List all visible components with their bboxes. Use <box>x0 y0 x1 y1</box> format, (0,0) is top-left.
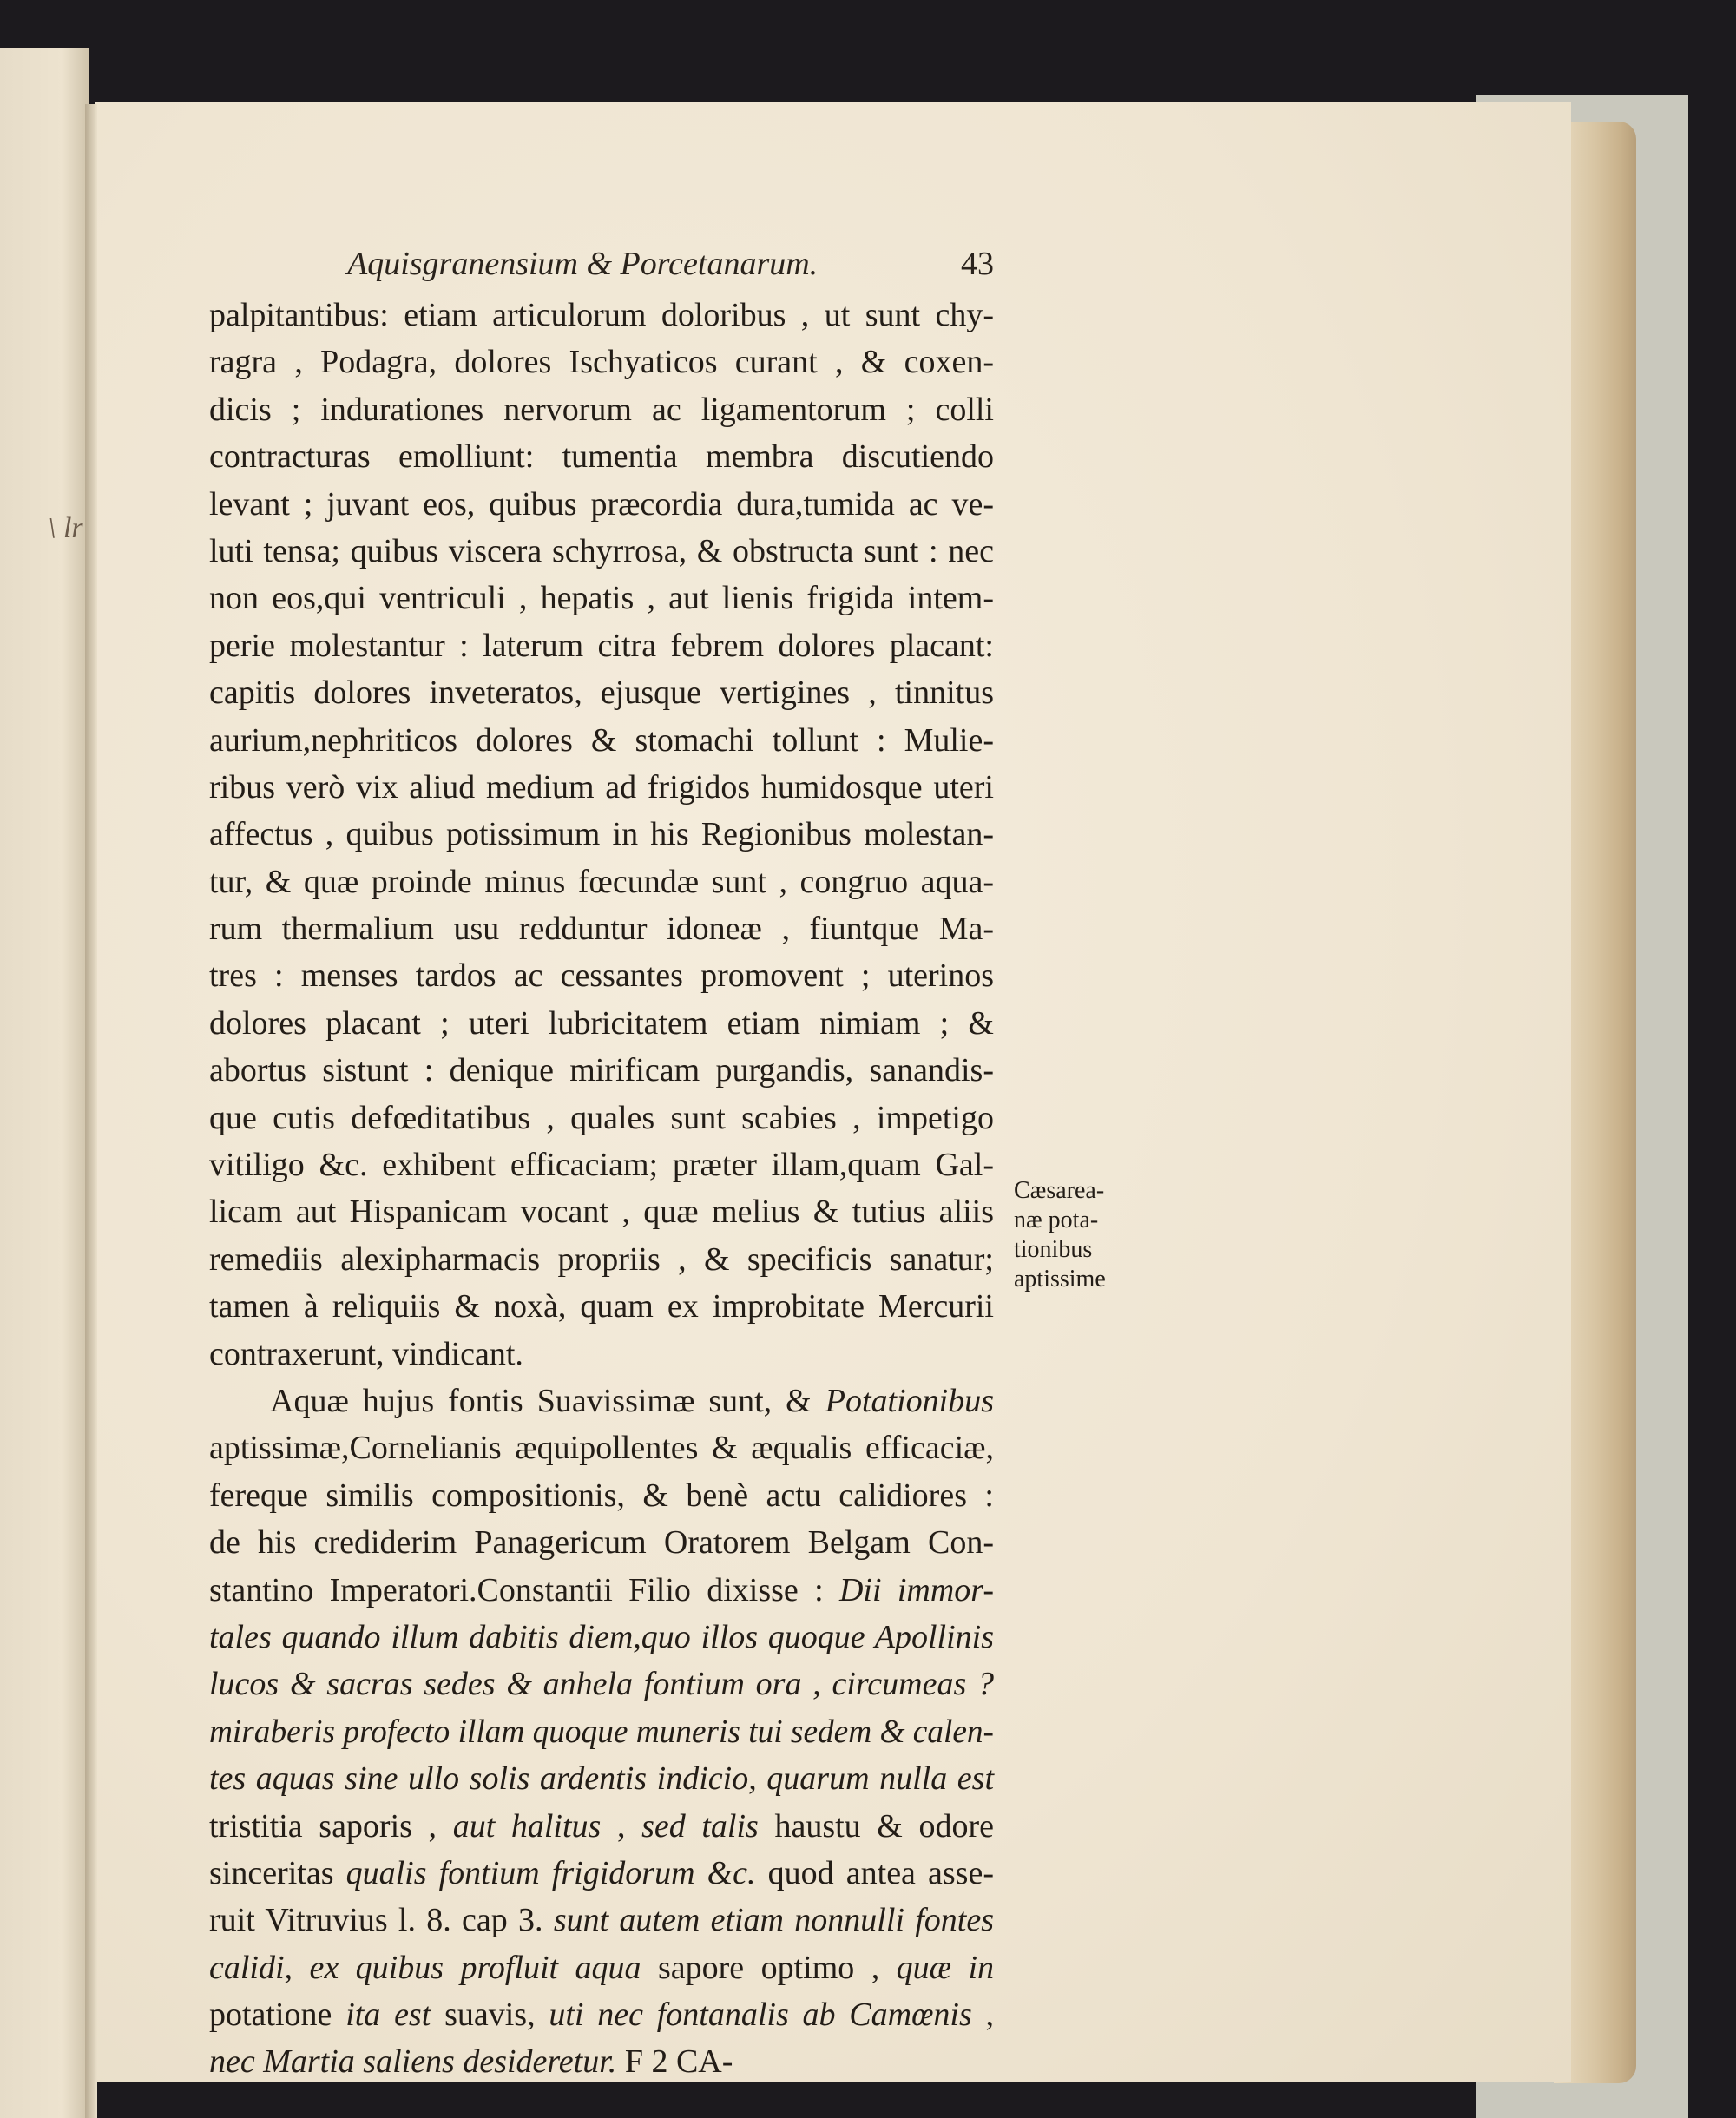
margin-note-line: Cæsarea- <box>1014 1177 1105 1204</box>
gutter <box>85 104 97 2118</box>
text-line-content <box>209 764 994 811</box>
text-segment: potatione <box>209 1996 346 2034</box>
text-line-content <box>209 386 994 433</box>
italic-text-segment: uti nec fontanalis ab Camœnis <box>549 1996 972 2034</box>
text-line <box>209 1708 994 1755</box>
text-line-content <box>209 622 994 669</box>
text-line-content <box>209 1614 994 1661</box>
italic-text-segment: ita est <box>345 1996 431 2034</box>
text-line-content <box>209 1472 994 1519</box>
text-segment: dolores placant ; uteri lubricitatem etiam nimiam ; & <box>209 1004 994 1042</box>
text-segment: tristitia saporis , <box>209 1807 453 1845</box>
text-segment: aurium,nephriticos dolores & stomachi tollunt : Mulie- <box>209 721 994 759</box>
text-line-content <box>209 669 994 716</box>
italic-text-segment: sed talis <box>641 1807 759 1845</box>
italic-text-segment: nec Martia saliens desideretur. <box>209 2043 617 2081</box>
body-text <box>209 292 994 2086</box>
text-line-content <box>209 1897 994 1944</box>
text-line <box>209 1472 994 1519</box>
text-line-content <box>270 1378 994 1424</box>
margin-note-line: næ pota- <box>1014 1207 1099 1233</box>
text-segment: suavis, <box>431 1996 549 2034</box>
text-line-content <box>209 339 994 385</box>
text-line-content <box>209 1567 994 1614</box>
text-segment: sinceritas <box>209 1854 346 1891</box>
text-line-content <box>209 1424 994 1471</box>
text-segment: licam aut Hispanicam vocant , quæ melius & tutius aliis <box>209 1194 994 1231</box>
text-segment: de his crediderim Panagericum Oratorem Belgam Con- <box>209 1524 994 1562</box>
text-line <box>209 339 994 385</box>
text-segment: tres : menses tardos ac cessantes promovent ; uterinos <box>209 957 994 995</box>
margin-note <box>1014 1176 1127 1294</box>
italic-text-segment: quæ in <box>896 1949 995 1986</box>
text-line-content <box>209 1188 994 1235</box>
text-line-content <box>209 1944 994 1991</box>
text-line <box>209 386 994 433</box>
text-line <box>209 2038 994 2085</box>
text-segment: fereque similis compositionis, & benè actu calidiores : <box>209 1477 994 1514</box>
text-line <box>209 1897 994 1944</box>
italic-text-segment: calidi, ex quibus profluit aqua <box>209 1949 641 1986</box>
text-line <box>209 1519 994 1566</box>
italic-text-segment: qualis fontium frigidorum &c. <box>345 1854 756 1891</box>
text-line <box>209 905 994 952</box>
text-line-content <box>209 433 994 480</box>
text-line-content <box>209 858 994 905</box>
text-line-content <box>209 1095 994 1141</box>
text-line-content <box>209 292 994 339</box>
text-line-content <box>209 2038 733 2085</box>
text-line <box>209 481 994 528</box>
text-line-content <box>209 811 994 858</box>
margin-note-line: aptissime <box>1014 1266 1106 1293</box>
text-segment: ruit Vitruvius l. 8. cap 3. <box>209 1902 554 1939</box>
text-line <box>209 433 994 480</box>
text-line <box>209 952 994 999</box>
italic-text-segment: tes aquas sine ullo solis ardentis indicio, quarum nulla est <box>209 1760 994 1798</box>
text-line-content <box>209 1755 994 1802</box>
text-line <box>209 764 994 811</box>
text-line-content <box>209 905 994 952</box>
text-line <box>209 811 994 858</box>
text-segment: luti tensa; quibus viscera schyrrosa, & obstructa sunt : nec <box>209 532 994 569</box>
text-line-content <box>209 1331 523 1378</box>
text-line <box>209 292 994 339</box>
text-line-content <box>209 575 994 622</box>
margin-note-line: tionibus <box>1014 1236 1093 1263</box>
text-segment: aptissimæ,Cornelianis æquipollentes & æqualis efficaciæ, <box>209 1430 994 1467</box>
italic-text-segment: sunt autem etiam nonnulli fontes <box>553 1902 994 1939</box>
text-line <box>209 1661 994 1707</box>
text-line-content <box>209 1000 994 1047</box>
text-segment: levant ; juvant eos, quibus præcordia dura,tumida ac ve- <box>209 485 994 523</box>
text-segment: quod antea asse- <box>755 1854 994 1891</box>
text-segment: contraxerunt, vindicant. <box>209 1335 523 1372</box>
text-line-content <box>209 1047 994 1094</box>
text-segment: F 2 CA- <box>616 2043 733 2081</box>
text-line <box>209 1567 994 1614</box>
text-line-content <box>209 952 994 999</box>
text-line <box>209 1944 994 1991</box>
text-segment: non eos,qui ventriculi , hepatis , aut lienis frigida intem- <box>209 580 994 617</box>
text-line <box>209 1614 994 1661</box>
text-line <box>209 1850 994 1897</box>
text-line-content <box>209 1708 994 1755</box>
text-line <box>209 1188 994 1235</box>
text-line-content <box>209 1850 994 1897</box>
text-line <box>209 1141 994 1188</box>
text-line <box>209 669 994 716</box>
italic-text-segment: miraberis profecto illam quoque muneris tui sedem & calen- <box>209 1713 994 1750</box>
text-segment: dicis ; indurationes nervorum ac ligamentorum ; colli <box>209 391 994 428</box>
handwritten-margin-mark: \ lr <box>48 512 83 544</box>
text-line <box>209 1378 994 1424</box>
italic-text-segment: tales quando illum dabitis diem,quo illos quoque Apollinis <box>209 1618 994 1655</box>
text-line <box>209 1991 994 2038</box>
text-segment: vitiligo &c. exhibent efficaciam; præter illam,quam Gal- <box>209 1147 994 1184</box>
text-segment: haustu & odore <box>758 1807 995 1845</box>
text-segment: , <box>601 1807 642 1845</box>
text-line-content <box>209 1519 994 1566</box>
text-segment: ragra , Podagra, dolores Ischyaticos curant , & coxen- <box>209 344 994 381</box>
text-segment: contracturas emolliunt: tumentia membra discutiendo <box>209 438 994 476</box>
text-line-content <box>209 1991 994 2038</box>
text-line <box>209 1803 994 1850</box>
text-line <box>209 1000 994 1047</box>
text-line-content <box>209 1141 994 1188</box>
text-line <box>209 1047 994 1094</box>
text-segment: Aquæ hujus fontis Suavissimæ sunt, & <box>270 1382 825 1419</box>
text-segment: sapore optimo , <box>641 1949 897 1986</box>
text-line <box>209 622 994 669</box>
text-line <box>209 528 994 575</box>
text-segment: capitis dolores inveteratos, ejusque vertigines , tinnitus <box>209 674 994 712</box>
text-line <box>209 858 994 905</box>
running-title: Aquisgranensium & Porcetanarum. <box>347 246 819 282</box>
text-line <box>209 1283 994 1330</box>
text-line-content <box>209 1283 994 1330</box>
running-header <box>208 245 994 297</box>
text-line <box>209 1236 994 1283</box>
text-segment: , <box>971 1996 995 2034</box>
text-segment: rum thermalium usu redduntur idoneæ , fiuntque Ma- <box>209 911 994 948</box>
text-segment: remediis alexipharmacis propriis , & specificis sanatur; <box>209 1240 994 1278</box>
text-line <box>209 1095 994 1141</box>
text-line-content <box>209 528 994 575</box>
text-line-content <box>209 1236 994 1283</box>
text-segment: abortus sistunt : denique mirificam purgandis, sanandis- <box>209 1052 994 1089</box>
text-line-content <box>209 1803 994 1850</box>
italic-text-segment: aut halitus <box>452 1807 602 1845</box>
text-segment: tamen à reliquiis & noxà, quam ex improbitate Mercurii <box>209 1288 994 1325</box>
italic-text-segment: Potationibus <box>825 1382 994 1419</box>
text-line-content <box>209 481 994 528</box>
text-segment: stantino Imperatori.Constantii Filio dixisse : <box>209 1571 839 1608</box>
text-line <box>209 575 994 622</box>
text-line-content <box>209 1661 994 1707</box>
text-segment: affectus , quibus potissimum in his Regionibus molestan- <box>209 816 994 853</box>
italic-text-segment: Dii immor- <box>838 1571 994 1608</box>
text-line <box>209 717 994 764</box>
page-number: 43 <box>961 246 994 282</box>
text-line-content <box>209 717 994 764</box>
text-line <box>209 1755 994 1802</box>
left-page-edge <box>0 48 89 2118</box>
text-line <box>209 1331 994 1378</box>
text-segment: que cutis defœditatibus , quales sunt scabies , impetigo <box>209 1099 994 1136</box>
text-segment: tur, & quæ proinde minus fœcundæ sunt , congruo aqua- <box>209 863 994 900</box>
text-line <box>209 1424 994 1471</box>
text-segment: palpitantibus: etiam articulorum doloribus , ut sunt chy- <box>209 297 994 333</box>
text-segment: perie molestantur : laterum citra febrem dolores placant: <box>209 627 994 664</box>
italic-text-segment: lucos & sacras sedes & anhela fontium ora , circumeas ? <box>209 1666 994 1703</box>
text-segment: ribus verò vix aliud medium ad frigidos humidosque uteri <box>209 768 994 806</box>
